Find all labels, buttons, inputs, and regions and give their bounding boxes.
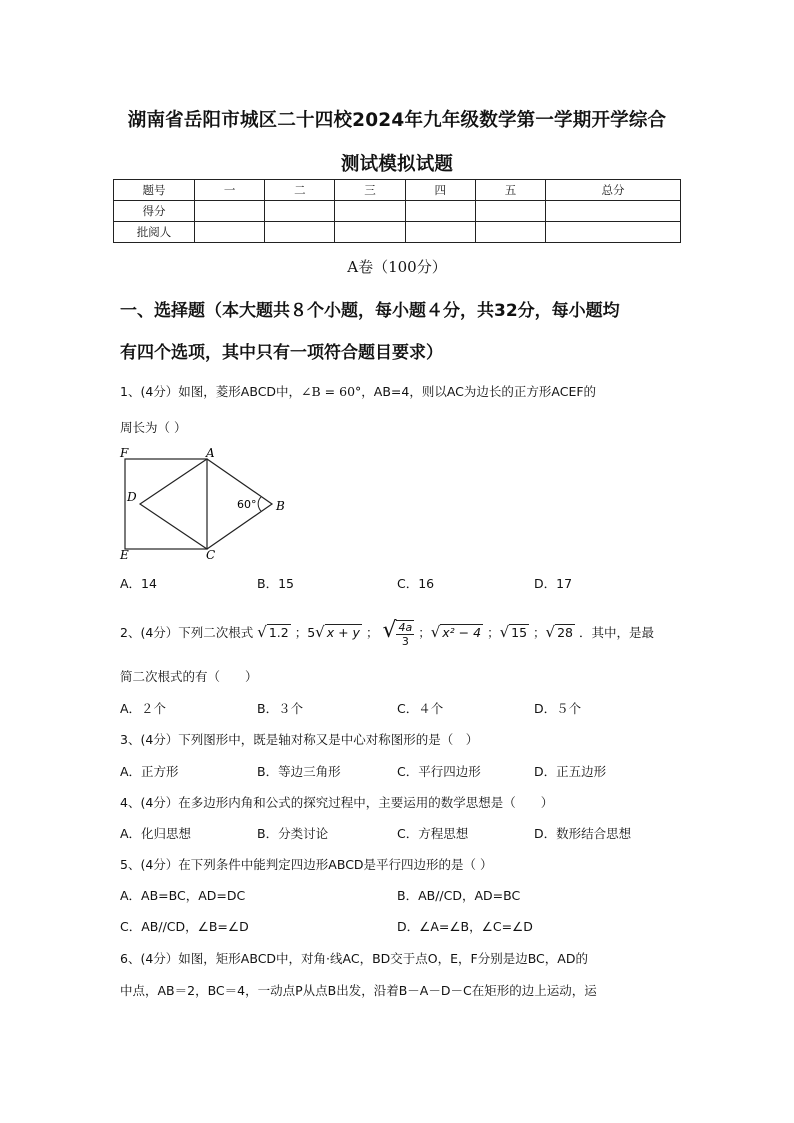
radicand: 15 [511, 625, 528, 640]
q2-separator: ； [418, 625, 431, 640]
score-cell [335, 201, 405, 222]
q1-angle: ∠B = 60° [301, 384, 362, 399]
q2-stem [120, 618, 680, 648]
q3-option-b: B．等边三角形 [257, 764, 341, 779]
label-e: E [120, 548, 129, 562]
header-cell: 三 [335, 180, 405, 201]
radicand: x² − 4 [442, 625, 482, 640]
q3-option-d: D．正五边形 [534, 764, 607, 779]
sqrt-icon: √ [430, 623, 441, 641]
angle-label: 60° [237, 498, 257, 511]
q5-option-a: A．AB=BC，AD=DC [120, 888, 246, 903]
row-label: 批阅人 [114, 222, 195, 243]
q2-option-c: C．４个 [397, 701, 444, 716]
score-cell [546, 222, 681, 243]
q1-figure [115, 444, 295, 564]
score-cell [265, 201, 335, 222]
fraction-numerator: 4a [398, 620, 413, 634]
q1-text: 1、(4分）如图，菱形ABCD中， [120, 384, 302, 399]
score-cell [546, 201, 681, 222]
q2-option-b: B．３个 [257, 701, 304, 716]
score-cell [475, 201, 545, 222]
q5-option-b: B．AB//CD，AD=BC [397, 888, 521, 903]
page-title-line1: 湖南省岳阳市城区二十四校2024年九年级数学第一学期开学综合 [127, 110, 667, 131]
q6-stem-line2: 中点，AB＝2，BC＝4，一动点P从点B出发，沿着B－A－D－C在矩形的边上运动，运 [120, 983, 597, 998]
q4-option-b: B．分类讨论 [257, 826, 329, 841]
q2-text: ．其中，是最 [579, 625, 655, 640]
square-acef [125, 459, 207, 549]
q4-option-a: A．化归思想 [120, 826, 192, 841]
label-f: F [120, 446, 129, 460]
label-a: A [206, 446, 215, 460]
section-a-heading: A卷（100分） [347, 258, 447, 276]
q4-stem: 4、(4分）在多边形内角和公式的探究过程中，主要运用的数学思想是（ ） [120, 795, 554, 810]
score-table-row [114, 201, 681, 222]
q1-option-c: C．16 [397, 576, 435, 591]
q1-stem [120, 382, 680, 400]
radicand: 28 [557, 625, 574, 640]
sqrt-icon: √ [382, 618, 397, 643]
q3-stem: 3、(4分）下列图形中，既是轴对称又是中心对称图形的是（ ） [120, 732, 479, 747]
sqrt-icon: √ [257, 623, 267, 641]
q2-separator: ； [487, 625, 500, 640]
fraction [396, 620, 414, 648]
q2-option-d: D．５个 [534, 701, 582, 716]
q1-option-b: B．15 [257, 576, 294, 591]
q3-option-c: C．平行四边形 [397, 764, 481, 779]
section1-heading-line2: 有四个选项，其中只有一项符合题目要求） [120, 343, 443, 363]
header-cell: 五 [475, 180, 545, 201]
angle-arc [258, 497, 261, 511]
score-cell [475, 222, 545, 243]
header-cell: 总分 [546, 180, 681, 201]
q1-option-a: A．14 [120, 576, 157, 591]
header-cell: 二 [265, 180, 335, 201]
radicand: x + y [326, 625, 360, 640]
q5-option-c: C．AB//CD，∠B=∠D [120, 919, 249, 934]
q5-option-d: D．∠A=∠B，∠C=∠D [397, 919, 533, 934]
sqrt-icon: √ [545, 623, 556, 641]
q1-text: ，AB=4，则以AC为边长的正方形ACEF的 [361, 384, 597, 399]
label-d: D [127, 490, 137, 504]
row-label: 得分 [114, 201, 195, 222]
q2-separator: ； [533, 625, 546, 640]
section1-heading-line1: 一、选择题（本大题共８个小题，每小题４分，共32分，每小题均 [120, 301, 620, 321]
score-table-header-row [114, 180, 681, 201]
q2-separator: ；5 [294, 625, 316, 640]
score-cell [405, 201, 475, 222]
q1-stem-cont: 周长为（ ） [120, 420, 187, 435]
q4-option-c: C．方程思想 [397, 826, 469, 841]
q2-stem-cont: 简二次根式的有（ ） [120, 669, 258, 684]
score-cell [335, 222, 405, 243]
q2-separator: ； [365, 625, 379, 640]
label-b: B [276, 499, 285, 513]
q4-option-d: D．数形结合思想 [534, 826, 632, 841]
q1-option-d: D．17 [534, 576, 573, 591]
sqrt-icon: √ [315, 623, 325, 641]
label-c: C [206, 548, 216, 562]
q6-stem-line1: 6、(4分）如图，矩形ABCD中，对角·线AC，BD交于点O，E，F分别是边BC，AD的 [120, 951, 588, 966]
header-cell: 四 [405, 180, 475, 201]
header-cell: 一 [195, 180, 265, 201]
q2-option-a: A．２个 [120, 701, 167, 716]
header-cell: 题号 [114, 180, 195, 201]
sqrt-icon: √ [499, 623, 510, 641]
page-title-line2: 测试模拟试题 [340, 154, 454, 175]
q3-option-a: A．正方形 [120, 764, 179, 779]
score-cell [195, 222, 265, 243]
score-table [113, 179, 681, 243]
score-table-row [114, 222, 681, 243]
radicand: 1.2 [268, 625, 289, 640]
fraction-denominator: 3 [401, 634, 409, 648]
score-cell [265, 222, 335, 243]
q5-stem: 5、(4分）在下列条件中能判定四边形ABCD是平行四边形的是（ ） [120, 857, 493, 872]
q2-text: 2、(4分）下列二次根式 [120, 625, 254, 640]
score-cell [405, 222, 475, 243]
score-cell [195, 201, 265, 222]
